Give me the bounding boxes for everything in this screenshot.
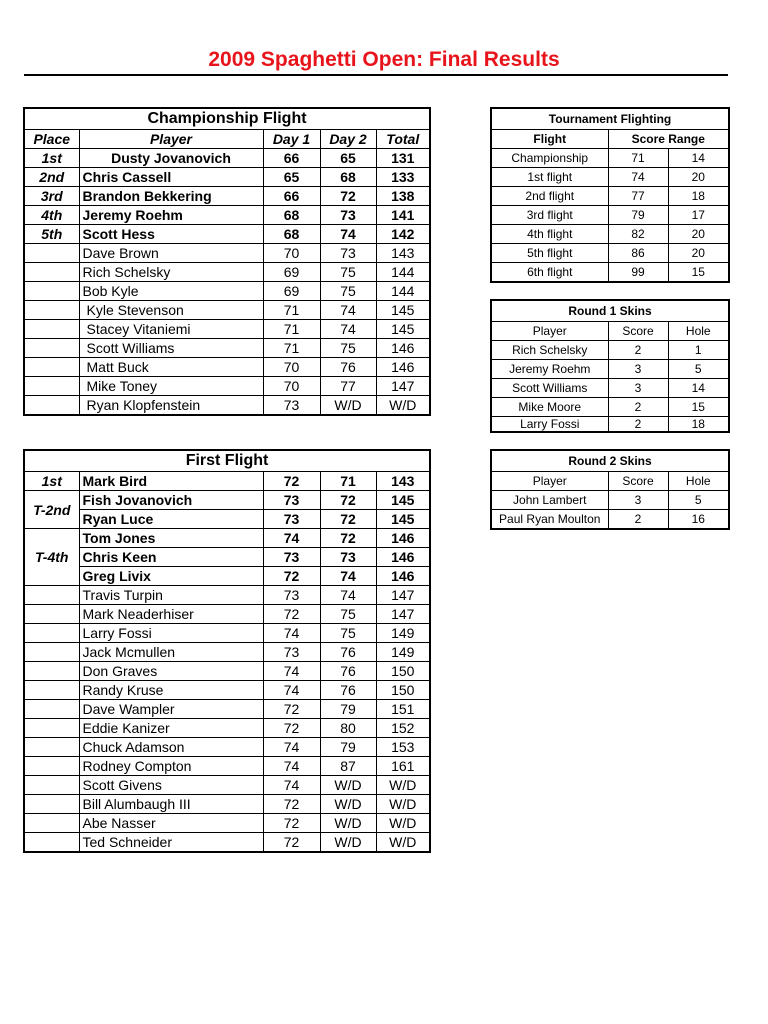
day1-cell: 69: [263, 282, 320, 301]
day1-cell: 71: [263, 301, 320, 320]
table-row: [24, 586, 430, 605]
day2-cell: 76: [320, 662, 376, 681]
low-score-cell: 74: [608, 168, 668, 187]
table-row: [24, 168, 430, 187]
table-row: [24, 206, 430, 225]
total-cell: 144: [376, 263, 430, 282]
day1-cell: 70: [263, 244, 320, 263]
day2-cell: 72: [320, 491, 376, 510]
place-cell: [24, 719, 79, 738]
day2-cell: 79: [320, 738, 376, 757]
day1-cell: 70: [263, 358, 320, 377]
player-cell: Chris Keen: [79, 548, 263, 567]
player-cell: Bob Kyle: [79, 282, 263, 301]
total-cell: W/D: [376, 795, 430, 814]
day2-cell: 73: [320, 244, 376, 263]
day1-cell: 65: [263, 168, 320, 187]
total-cell: 147: [376, 605, 430, 624]
total-cell: 145: [376, 320, 430, 339]
table-row: [24, 339, 430, 358]
day2-cell: 72: [320, 510, 376, 529]
player-cell: Ted Schneider: [79, 833, 263, 853]
table-row: [24, 282, 430, 301]
place-cell: [24, 320, 79, 339]
day1-cell: 72: [263, 567, 320, 586]
table-row: [24, 681, 430, 700]
day1-cell: 72: [263, 719, 320, 738]
day2-cell: 72: [320, 187, 376, 206]
day2-cell: 87: [320, 757, 376, 776]
player-cell: Rich Schelsky: [79, 263, 263, 282]
table-row: [24, 700, 430, 719]
place-cell: [24, 339, 79, 358]
hole-cell: 18: [668, 417, 729, 433]
total-cell: 131: [376, 149, 430, 168]
day2-cell: W/D: [320, 833, 376, 853]
total-cell: W/D: [376, 396, 430, 416]
place-cell: [24, 282, 79, 301]
player-cell: Rich Schelsky: [491, 341, 608, 360]
day1-cell: 73: [263, 548, 320, 567]
day2-cell: 75: [320, 624, 376, 643]
day2-cell: 76: [320, 358, 376, 377]
first-flight-heading: First Flight: [24, 450, 430, 472]
day1-cell: 73: [263, 491, 320, 510]
score-cell: 2: [608, 398, 668, 417]
day1-cell: 66: [263, 149, 320, 168]
day1-cell: 74: [263, 681, 320, 700]
hole-cell: 16: [668, 510, 729, 530]
table-row: [491, 149, 729, 168]
player-cell: John Lambert: [491, 491, 608, 510]
hole-cell: 1: [668, 341, 729, 360]
hole-cell: 14: [668, 379, 729, 398]
day2-cell: 68: [320, 168, 376, 187]
place-cell: [24, 301, 79, 320]
day1-cell: 72: [263, 700, 320, 719]
total-cell: 138: [376, 187, 430, 206]
low-score-cell: 79: [608, 206, 668, 225]
table-row: [24, 263, 430, 282]
player-cell: Scott Hess: [79, 225, 263, 244]
day1-cell: 74: [263, 757, 320, 776]
player-cell: Fish Jovanovich: [79, 491, 263, 510]
table-row: [24, 301, 430, 320]
day2-cell: 74: [320, 225, 376, 244]
col-total: Total: [376, 130, 430, 149]
flight-cell: Championship: [491, 149, 608, 168]
place-cell: [24, 358, 79, 377]
col-hole: Hole: [668, 322, 729, 341]
day1-cell: 72: [263, 795, 320, 814]
player-cell: Matt Buck: [79, 358, 263, 377]
col-player: Player: [79, 130, 263, 149]
low-score-cell: 77: [608, 187, 668, 206]
total-cell: 141: [376, 206, 430, 225]
total-cell: 145: [376, 491, 430, 510]
table-row: [24, 491, 430, 510]
day1-cell: 68: [263, 206, 320, 225]
table-row: [491, 398, 729, 417]
place-cell: 2nd: [24, 168, 79, 187]
table-row: [24, 567, 430, 586]
total-cell: 145: [376, 301, 430, 320]
table-row: [491, 168, 729, 187]
player-cell: Scott Williams: [491, 379, 608, 398]
table-row: [24, 529, 430, 548]
table-row: [491, 187, 729, 206]
table-row: [491, 510, 729, 530]
range-cell: 20: [668, 168, 729, 187]
range-cell: 20: [668, 225, 729, 244]
place-cell: [24, 681, 79, 700]
place-cell: 4th: [24, 206, 79, 225]
player-cell: Ryan Luce: [79, 510, 263, 529]
flight-cell: 4th flight: [491, 225, 608, 244]
score-cell: 2: [608, 417, 668, 433]
place-cell: [24, 624, 79, 643]
player-cell: Mark Neaderhiser: [79, 605, 263, 624]
table-row: [24, 719, 430, 738]
total-cell: 149: [376, 624, 430, 643]
day2-cell: 74: [320, 586, 376, 605]
place-cell: [24, 757, 79, 776]
table-row: [491, 379, 729, 398]
range-cell: 14: [668, 149, 729, 168]
total-cell: 146: [376, 548, 430, 567]
range-cell: 20: [668, 244, 729, 263]
place-cell: [24, 244, 79, 263]
championship-table: [23, 107, 431, 416]
day2-cell: W/D: [320, 814, 376, 833]
total-cell: 144: [376, 282, 430, 301]
day2-cell: 80: [320, 719, 376, 738]
place-cell: [24, 814, 79, 833]
place-cell: [24, 643, 79, 662]
player-cell: Paul Ryan Moulton: [491, 510, 608, 530]
table-row: [24, 814, 430, 833]
col-hole: Hole: [668, 472, 729, 491]
total-cell: 150: [376, 662, 430, 681]
place-cell: [24, 662, 79, 681]
score-cell: 3: [608, 491, 668, 510]
table-row: [24, 624, 430, 643]
flight-cell: 5th flight: [491, 244, 608, 263]
place-cell: [24, 586, 79, 605]
total-cell: 146: [376, 358, 430, 377]
col-place: Place: [24, 130, 79, 149]
day2-cell: 77: [320, 377, 376, 396]
total-cell: 133: [376, 168, 430, 187]
player-cell: Larry Fossi: [79, 624, 263, 643]
total-cell: 143: [376, 244, 430, 263]
total-cell: 153: [376, 738, 430, 757]
flighting-heading: Tournament Flighting: [491, 108, 729, 130]
player-cell: Chris Cassell: [79, 168, 263, 187]
table-row: [24, 320, 430, 339]
col-player: Player: [491, 322, 608, 341]
table-row: [24, 187, 430, 206]
day1-cell: 69: [263, 263, 320, 282]
day2-cell: 79: [320, 700, 376, 719]
flight-cell: 6th flight: [491, 263, 608, 283]
hole-cell: 15: [668, 398, 729, 417]
total-cell: 146: [376, 339, 430, 358]
day1-cell: 71: [263, 339, 320, 358]
player-cell: Dave Brown: [79, 244, 263, 263]
total-cell: W/D: [376, 776, 430, 795]
day2-cell: W/D: [320, 776, 376, 795]
total-cell: 147: [376, 586, 430, 605]
day2-cell: 75: [320, 263, 376, 282]
table-row: [24, 149, 430, 168]
day1-cell: 74: [263, 738, 320, 757]
player-cell: Rodney Compton: [79, 757, 263, 776]
day2-cell: 73: [320, 548, 376, 567]
day1-cell: 72: [263, 472, 320, 491]
table-row: [24, 358, 430, 377]
player-cell: Jeremy Roehm: [491, 360, 608, 379]
page-title: 2009 Spaghetti Open: Final Results: [208, 48, 560, 71]
day2-cell: 72: [320, 529, 376, 548]
player-cell: Brandon Bekkering: [79, 187, 263, 206]
day2-cell: 75: [320, 282, 376, 301]
total-cell: 143: [376, 472, 430, 491]
player-cell: Dusty Jovanovich: [79, 149, 263, 168]
championship-heading: Championship Flight: [24, 108, 430, 130]
col-day2: Day 2: [320, 130, 376, 149]
table-row: [24, 225, 430, 244]
col-day1: Day 1: [263, 130, 320, 149]
place-cell: 3rd: [24, 187, 79, 206]
flight-cell: 2nd flight: [491, 187, 608, 206]
place-cell: 1st: [24, 149, 79, 168]
place-cell: [24, 396, 79, 416]
player-cell: Chuck Adamson: [79, 738, 263, 757]
total-cell: W/D: [376, 814, 430, 833]
low-score-cell: 99: [608, 263, 668, 283]
low-score-cell: 71: [608, 149, 668, 168]
player-cell: Randy Kruse: [79, 681, 263, 700]
total-cell: 146: [376, 567, 430, 586]
range-cell: 15: [668, 263, 729, 283]
day1-cell: 73: [263, 586, 320, 605]
place-cell: [24, 833, 79, 853]
player-cell: Larry Fossi: [491, 417, 608, 433]
day1-cell: 70: [263, 377, 320, 396]
player-cell: Mike Moore: [491, 398, 608, 417]
place-cell: T-4th: [24, 529, 79, 586]
table-row: [491, 491, 729, 510]
place-cell: 5th: [24, 225, 79, 244]
col-score: Score: [608, 472, 668, 491]
day2-cell: 71: [320, 472, 376, 491]
score-cell: 2: [608, 510, 668, 530]
day1-cell: 72: [263, 814, 320, 833]
place-cell: [24, 263, 79, 282]
table-row: [24, 605, 430, 624]
day2-cell: W/D: [320, 795, 376, 814]
total-cell: 145: [376, 510, 430, 529]
low-score-cell: 82: [608, 225, 668, 244]
player-cell: Abe Nasser: [79, 814, 263, 833]
player-cell: Travis Turpin: [79, 586, 263, 605]
place-cell: [24, 377, 79, 396]
player-cell: Tom Jones: [79, 529, 263, 548]
table-row: [24, 776, 430, 795]
place-cell: [24, 605, 79, 624]
day2-cell: 76: [320, 681, 376, 700]
day2-cell: 74: [320, 567, 376, 586]
day2-cell: 74: [320, 301, 376, 320]
table-row: [24, 396, 430, 416]
player-cell: Dave Wampler: [79, 700, 263, 719]
total-cell: 151: [376, 700, 430, 719]
table-row: [24, 757, 430, 776]
day1-cell: 72: [263, 833, 320, 853]
place-cell: [24, 700, 79, 719]
col-score: Score: [608, 322, 668, 341]
round1-skins-table: [490, 299, 730, 433]
table-row: [24, 738, 430, 757]
table-row: [491, 225, 729, 244]
day1-cell: 66: [263, 187, 320, 206]
table-row: [491, 360, 729, 379]
table-row: [24, 377, 430, 396]
flight-cell: 1st flight: [491, 168, 608, 187]
day2-cell: 75: [320, 605, 376, 624]
player-cell: Stacey Vitaniemi: [79, 320, 263, 339]
table-row: [491, 341, 729, 360]
player-cell: Jeremy Roehm: [79, 206, 263, 225]
place-cell: [24, 795, 79, 814]
player-cell: Greg Livix: [79, 567, 263, 586]
score-cell: 2: [608, 341, 668, 360]
low-score-cell: 86: [608, 244, 668, 263]
score-cell: 3: [608, 360, 668, 379]
day2-cell: 73: [320, 206, 376, 225]
day1-cell: 73: [263, 396, 320, 416]
player-cell: Mike Toney: [79, 377, 263, 396]
round2-skins-table: [490, 449, 730, 530]
day2-cell: 65: [320, 149, 376, 168]
day1-cell: 73: [263, 510, 320, 529]
day1-cell: 72: [263, 605, 320, 624]
range-cell: 18: [668, 187, 729, 206]
day2-cell: W/D: [320, 396, 376, 416]
table-row: [24, 643, 430, 662]
title-divider: [24, 74, 728, 76]
player-cell: Jack Mcmullen: [79, 643, 263, 662]
place-cell: [24, 738, 79, 757]
total-cell: 149: [376, 643, 430, 662]
table-row: [24, 510, 430, 529]
round2-skins-heading: Round 2 Skins: [491, 450, 729, 472]
total-cell: 147: [376, 377, 430, 396]
col-score-range: Score Range: [608, 130, 729, 149]
day2-cell: 75: [320, 339, 376, 358]
place-cell: 1st: [24, 472, 79, 491]
table-row: [491, 417, 729, 433]
day2-cell: 74: [320, 320, 376, 339]
hole-cell: 5: [668, 491, 729, 510]
player-cell: Eddie Kanizer: [79, 719, 263, 738]
player-cell: Don Graves: [79, 662, 263, 681]
table-row: [491, 244, 729, 263]
col-flight: Flight: [491, 130, 608, 149]
round1-skins-heading: Round 1 Skins: [491, 300, 729, 322]
player-cell: Ryan Klopfenstein: [79, 396, 263, 416]
table-row: [24, 662, 430, 681]
table-row: [24, 244, 430, 263]
total-cell: 150: [376, 681, 430, 700]
table-row: [491, 206, 729, 225]
day1-cell: 74: [263, 776, 320, 795]
total-cell: 146: [376, 529, 430, 548]
place-cell: T-2nd: [24, 491, 79, 529]
flight-cell: 3rd flight: [491, 206, 608, 225]
total-cell: W/D: [376, 833, 430, 853]
day1-cell: 68: [263, 225, 320, 244]
day1-cell: 73: [263, 643, 320, 662]
day1-cell: 74: [263, 662, 320, 681]
total-cell: 142: [376, 225, 430, 244]
day1-cell: 74: [263, 529, 320, 548]
flighting-table: [490, 107, 730, 283]
table-row: [24, 472, 430, 491]
day2-cell: 76: [320, 643, 376, 662]
player-cell: Scott Givens: [79, 776, 263, 795]
day1-cell: 74: [263, 624, 320, 643]
player-cell: Kyle Stevenson: [79, 301, 263, 320]
total-cell: 161: [376, 757, 430, 776]
first-flight-table: [23, 449, 431, 853]
table-row: [24, 548, 430, 567]
day1-cell: 71: [263, 320, 320, 339]
total-cell: 152: [376, 719, 430, 738]
table-row: [24, 795, 430, 814]
table-row: [491, 263, 729, 283]
place-cell: [24, 776, 79, 795]
table-row: [24, 833, 430, 853]
range-cell: 17: [668, 206, 729, 225]
player-cell: Mark Bird: [79, 472, 263, 491]
score-cell: 3: [608, 379, 668, 398]
col-player: Player: [491, 472, 608, 491]
hole-cell: 5: [668, 360, 729, 379]
player-cell: Scott Williams: [79, 339, 263, 358]
player-cell: Bill Alumbaugh III: [79, 795, 263, 814]
